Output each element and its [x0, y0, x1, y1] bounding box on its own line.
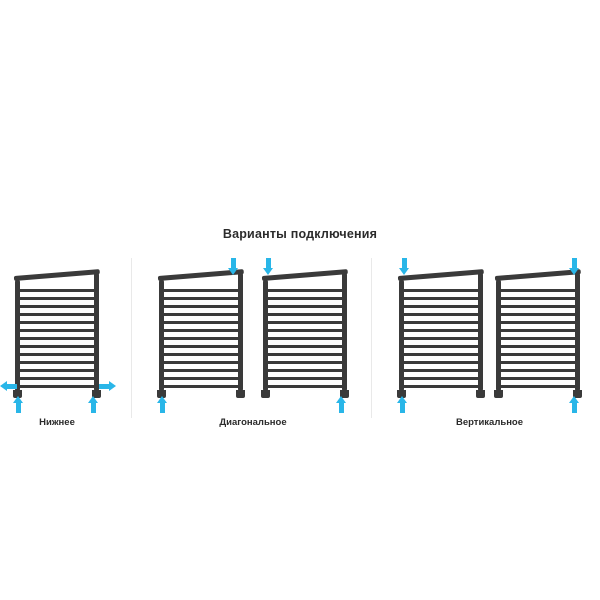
group-label-vertical: Вертикальное — [455, 417, 524, 428]
radiator-rung — [18, 385, 96, 388]
radiator-rung — [402, 337, 480, 340]
radiator-rung — [266, 369, 344, 372]
radiator-top-bar — [262, 269, 348, 281]
radiator-rung — [266, 345, 344, 348]
radiator-rung — [18, 329, 96, 332]
radiator-rung — [18, 361, 96, 364]
radiator-rung — [18, 345, 96, 348]
group-label-diagonal: Диагональное — [219, 417, 287, 428]
page-title: Варианты подключения — [222, 227, 378, 241]
radiator-rung — [499, 385, 577, 388]
radiator-rung — [266, 377, 344, 380]
arrow-right-inlet-icon — [99, 381, 116, 392]
arrow-up-bottom-left-icon — [397, 396, 408, 413]
radiator-rung — [499, 353, 577, 356]
radiator-rung — [499, 377, 577, 380]
radiator-rung — [266, 297, 344, 300]
radiator-rung — [499, 329, 577, 332]
radiator-foot-right — [476, 390, 485, 398]
arrow-up-bottom-right-icon — [336, 396, 347, 413]
radiator-rung — [18, 297, 96, 300]
radiator-rung — [162, 345, 240, 348]
arrow-down-top-right-icon — [569, 258, 580, 275]
radiator-rung — [402, 361, 480, 364]
arrow-down-top-right-icon — [228, 258, 239, 275]
radiator-rung — [266, 353, 344, 356]
radiator-rung — [18, 305, 96, 308]
arrow-up-bottom-left-icon — [157, 396, 168, 413]
radiator-top-bar — [495, 269, 581, 281]
radiator-rung — [266, 321, 344, 324]
radiator-rung — [402, 305, 480, 308]
arrow-up-left-icon — [13, 396, 24, 413]
radiator-rung — [499, 337, 577, 340]
radiator-vertical-right — [496, 273, 580, 391]
radiator-rung — [499, 289, 577, 292]
radiator-rung — [18, 377, 96, 380]
radiator-vertical-left — [399, 273, 483, 391]
radiator-rung — [402, 369, 480, 372]
radiator-rung — [266, 385, 344, 388]
radiator-rung — [266, 329, 344, 332]
radiator-rung — [402, 377, 480, 380]
radiator-rung — [162, 369, 240, 372]
radiator-diagonal-left — [159, 273, 243, 391]
arrow-up-right-icon — [88, 396, 99, 413]
radiator-rung — [162, 297, 240, 300]
radiator-rung — [499, 313, 577, 316]
radiator-rung — [402, 321, 480, 324]
radiator-rung — [499, 321, 577, 324]
radiator-foot-left — [261, 390, 270, 398]
arrow-down-top-left-icon — [263, 258, 274, 275]
divider-2 — [371, 258, 372, 418]
radiator-rung — [162, 385, 240, 388]
arrow-up-bottom-right-icon — [569, 396, 580, 413]
radiator-rung — [266, 313, 344, 316]
radiator-rung — [266, 361, 344, 364]
radiator-rung — [162, 353, 240, 356]
radiator-rung — [18, 369, 96, 372]
radiator-top-bar — [14, 269, 100, 281]
radiator-rung — [402, 353, 480, 356]
radiator-rung — [18, 321, 96, 324]
radiator-top-bar — [398, 269, 484, 281]
radiator-rung — [18, 353, 96, 356]
radiator-rung — [162, 337, 240, 340]
radiator-rung — [162, 361, 240, 364]
radiator-rung — [266, 289, 344, 292]
divider-1 — [131, 258, 132, 418]
radiator-rung — [18, 313, 96, 316]
radiator-rung — [162, 313, 240, 316]
radiator-rung — [499, 361, 577, 364]
radiator-foot-left — [494, 390, 503, 398]
radiator-rung — [162, 377, 240, 380]
radiator-rung — [266, 337, 344, 340]
radiator-rung — [162, 305, 240, 308]
radiator-foot-right — [236, 390, 245, 398]
radiator-rung — [162, 289, 240, 292]
arrow-down-top-left-icon — [399, 258, 410, 275]
radiator-rung — [18, 337, 96, 340]
arrow-left-inlet-icon — [0, 381, 17, 392]
radiator-rung — [402, 297, 480, 300]
radiator-diagonal-right — [263, 273, 347, 391]
radiator-rung — [499, 305, 577, 308]
radiator-rung — [402, 329, 480, 332]
radiator-rung — [499, 297, 577, 300]
radiator-rung — [18, 289, 96, 292]
radiator-rung — [402, 385, 480, 388]
group-label-bottom: Нижнее — [39, 417, 75, 428]
radiator-rung — [499, 369, 577, 372]
radiator-rung — [402, 289, 480, 292]
radiator-bottom-connection — [15, 273, 99, 391]
radiator-rung — [162, 329, 240, 332]
radiator-rung — [266, 305, 344, 308]
radiator-rung — [162, 321, 240, 324]
radiator-rung — [499, 345, 577, 348]
radiator-rung — [402, 345, 480, 348]
radiator-rung — [402, 313, 480, 316]
